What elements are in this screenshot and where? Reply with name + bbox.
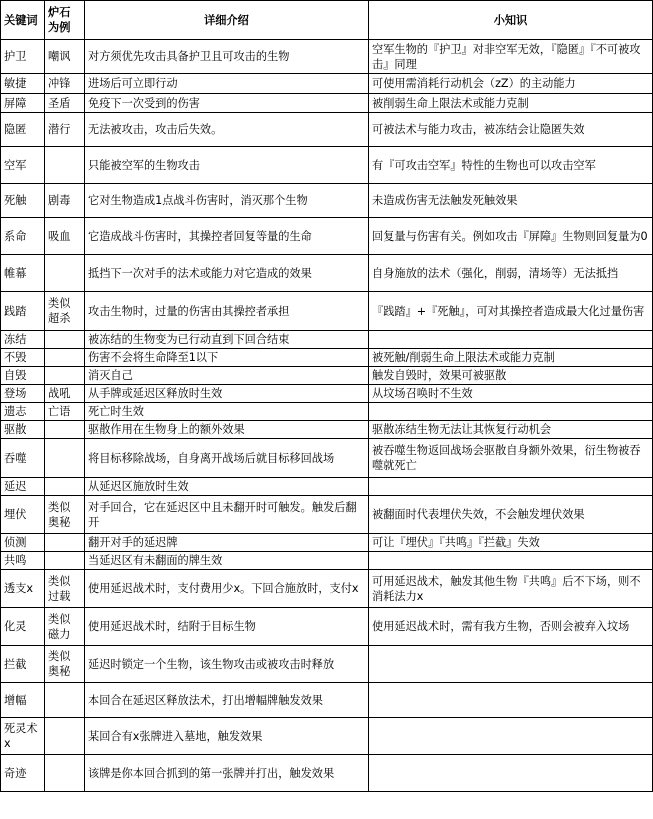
cell-example: 类似磁力 <box>45 608 85 646</box>
cell-detail: 只能被空军的生物攻击 <box>85 147 369 184</box>
cell-tip: 空军生物的『护卫』对非空军无效，『隐匿』『不可被攻击』同理 <box>369 40 653 74</box>
cell-detail: 本回合在延迟区释放法术，打出增幅牌触发效果 <box>85 683 369 718</box>
cell-tip <box>369 683 653 718</box>
cell-keyword: 空军 <box>1 147 45 184</box>
cell-keyword: 敏捷 <box>1 74 45 94</box>
cell-detail: 该牌是你本回合抓到的第一张牌并打出，触发效果 <box>85 755 369 792</box>
cell-tip: 使用延迟战术时，需有我方生物，否则会被弃入坟场 <box>369 608 653 646</box>
cell-tip: 触发自毁时，效果可被驱散 <box>369 367 653 385</box>
cell-tip: 驱散冻结生物无法让其恢复行动机会 <box>369 421 653 439</box>
table-row <box>1 349 653 367</box>
cell-example: 类似超杀 <box>45 292 85 331</box>
header-tip: 小知识 <box>369 1 653 40</box>
cell-detail: 进场后可立即行动 <box>85 74 369 94</box>
cell-detail: 使用延迟战术时，支付费用少x。下回合施放时，支付x <box>85 570 369 608</box>
cell-keyword: 践踏 <box>1 292 45 331</box>
cell-example: 战吼 <box>45 385 85 403</box>
cell-example <box>45 552 85 570</box>
header-row <box>1 1 653 40</box>
cell-detail: 抵挡下一次对手的法术或能力对它造成的效果 <box>85 255 369 292</box>
table-row <box>1 755 653 792</box>
cell-example <box>45 718 85 755</box>
cell-example <box>45 439 85 478</box>
table-row <box>1 552 653 570</box>
cell-detail: 被冻结的生物变为已行动直到下回合结束 <box>85 331 369 349</box>
table-row <box>1 367 653 385</box>
cell-tip: 可使用需消耗行动机会（zZ）的主动能力 <box>369 74 653 94</box>
cell-detail: 从手牌或延迟区释放时生效 <box>85 385 369 403</box>
cell-detail: 当延迟区有未翻面的牌生效 <box>85 552 369 570</box>
cell-keyword: 屏障 <box>1 94 45 113</box>
header-keyword: 关键词 <box>1 1 45 40</box>
cell-keyword: 隐匿 <box>1 113 45 147</box>
cell-keyword: 自毁 <box>1 367 45 385</box>
cell-tip: 被翻面时代表埋伏失效，不会触发埋伏效果 <box>369 496 653 534</box>
cell-keyword: 增幅 <box>1 683 45 718</box>
cell-tip: 被削弱生命上限法术或能力克制 <box>369 94 653 113</box>
table-row <box>1 718 653 755</box>
cell-tip: 回复量与伤害有关。例如攻击『屏障』生物则回复量为0 <box>369 218 653 255</box>
cell-detail: 消灭自己 <box>85 367 369 385</box>
cell-detail: 无法被攻击，攻击后失效。 <box>85 113 369 147</box>
cell-example <box>45 331 85 349</box>
table-row <box>1 403 653 421</box>
cell-example: 嘲讽 <box>45 40 85 74</box>
table-row <box>1 683 653 718</box>
cell-example <box>45 255 85 292</box>
table-row <box>1 496 653 534</box>
header-example: 炉石为例 <box>45 1 85 40</box>
cell-tip: 可让『埋伏』『共鸣』『拦截』失效 <box>369 534 653 552</box>
cell-keyword: 死灵术x <box>1 718 45 755</box>
cell-example <box>45 683 85 718</box>
cell-tip <box>369 331 653 349</box>
cell-tip: 可被法术与能力攻击，被冻结会让隐匿失效 <box>369 113 653 147</box>
cell-keyword: 帷幕 <box>1 255 45 292</box>
cell-tip <box>369 755 653 792</box>
table-row <box>1 74 653 94</box>
cell-detail: 它对生物造成1点战斗伤害时，消灭那个生物 <box>85 184 369 218</box>
cell-detail: 伤害不会将生命降至1以下 <box>85 349 369 367</box>
cell-keyword: 共鸣 <box>1 552 45 570</box>
table-row <box>1 113 653 147</box>
cell-keyword: 登场 <box>1 385 45 403</box>
cell-example <box>45 147 85 184</box>
table-row <box>1 646 653 683</box>
cell-detail: 对手回合，它在延迟区中且未翻开时可触发。触发后翻开 <box>85 496 369 534</box>
cell-detail: 攻击生物时，过量的伤害由其操控者承担 <box>85 292 369 331</box>
cell-keyword: 拦截 <box>1 646 45 683</box>
cell-detail: 使用延迟战术时，结附于目标生物 <box>85 608 369 646</box>
cell-keyword: 吞噬 <box>1 439 45 478</box>
cell-detail: 将目标移除战场，自身离开战场后就目标移回战场 <box>85 439 369 478</box>
cell-tip: 从坟场召唤时不生效 <box>369 385 653 403</box>
cell-keyword: 不毁 <box>1 349 45 367</box>
cell-example <box>45 534 85 552</box>
cell-keyword: 死触 <box>1 184 45 218</box>
cell-tip <box>369 403 653 421</box>
cell-tip: 被死触/削弱生命上限法术或能力克制 <box>369 349 653 367</box>
table-row <box>1 147 653 184</box>
cell-keyword: 侦测 <box>1 534 45 552</box>
cell-example <box>45 478 85 496</box>
cell-example: 潜行 <box>45 113 85 147</box>
cell-detail: 对方须优先攻击具备护卫且可攻击的生物 <box>85 40 369 74</box>
cell-example: 亡语 <box>45 403 85 421</box>
table-row <box>1 255 653 292</box>
cell-keyword: 延迟 <box>1 478 45 496</box>
cell-tip: 未造成伤害无法触发死触效果 <box>369 184 653 218</box>
table-row <box>1 385 653 403</box>
cell-example: 圣盾 <box>45 94 85 113</box>
table-row <box>1 439 653 478</box>
cell-detail: 翻开对手的延迟牌 <box>85 534 369 552</box>
cell-keyword: 透支x <box>1 570 45 608</box>
cell-tip <box>369 552 653 570</box>
cell-tip: 可用延迟战术，触发其他生物『共鸣』后不下场，则不消耗法力x <box>369 570 653 608</box>
cell-tip: 有『可攻击空军』特性的生物也可以攻击空军 <box>369 147 653 184</box>
cell-tip: 自身施放的法术（强化，削弱，清场等）无法抵挡 <box>369 255 653 292</box>
cell-example: 类似奥秘 <box>45 496 85 534</box>
cell-detail: 从延迟区施放时生效 <box>85 478 369 496</box>
header-detail: 详细介绍 <box>85 1 369 40</box>
cell-tip: 『践踏』+『死触』，可对其操控者造成最大化过量伤害 <box>369 292 653 331</box>
cell-example: 类似过载 <box>45 570 85 608</box>
table-row <box>1 94 653 113</box>
table-row <box>1 478 653 496</box>
cell-keyword: 冻结 <box>1 331 45 349</box>
cell-keyword: 驱散 <box>1 421 45 439</box>
cell-keyword: 化灵 <box>1 608 45 646</box>
cell-example: 冲锋 <box>45 74 85 94</box>
table-row <box>1 292 653 331</box>
table-row <box>1 184 653 218</box>
cell-keyword: 系命 <box>1 218 45 255</box>
cell-detail: 延迟时锁定一个生物，该生物攻击或被攻击时释放 <box>85 646 369 683</box>
cell-keyword: 遗志 <box>1 403 45 421</box>
table-row <box>1 421 653 439</box>
cell-example: 类似奥秘 <box>45 646 85 683</box>
cell-tip <box>369 646 653 683</box>
cell-tip: 被吞噬生物返回战场会驱散自身额外效果，衍生物被吞噬就死亡 <box>369 439 653 478</box>
table-row <box>1 40 653 74</box>
cell-example <box>45 421 85 439</box>
cell-tip <box>369 478 653 496</box>
table-row <box>1 331 653 349</box>
cell-example: 剧毒 <box>45 184 85 218</box>
cell-detail: 驱散作用在生物身上的额外效果 <box>85 421 369 439</box>
cell-keyword: 奇迹 <box>1 755 45 792</box>
cell-detail: 免疫下一次受到的伤害 <box>85 94 369 113</box>
cell-example <box>45 367 85 385</box>
cell-keyword: 护卫 <box>1 40 45 74</box>
table-row <box>1 608 653 646</box>
cell-detail: 某回合有x张牌进入墓地，触发效果 <box>85 718 369 755</box>
cell-tip <box>369 718 653 755</box>
table-row <box>1 570 653 608</box>
cell-example: 吸血 <box>45 218 85 255</box>
cell-example <box>45 349 85 367</box>
table-row <box>1 534 653 552</box>
cell-detail: 它造成战斗伤害时，其操控者回复等量的生命 <box>85 218 369 255</box>
table-row <box>1 218 653 255</box>
cell-detail: 死亡时生效 <box>85 403 369 421</box>
cell-example <box>45 755 85 792</box>
cell-keyword: 埋伏 <box>1 496 45 534</box>
table-body <box>1 40 653 792</box>
